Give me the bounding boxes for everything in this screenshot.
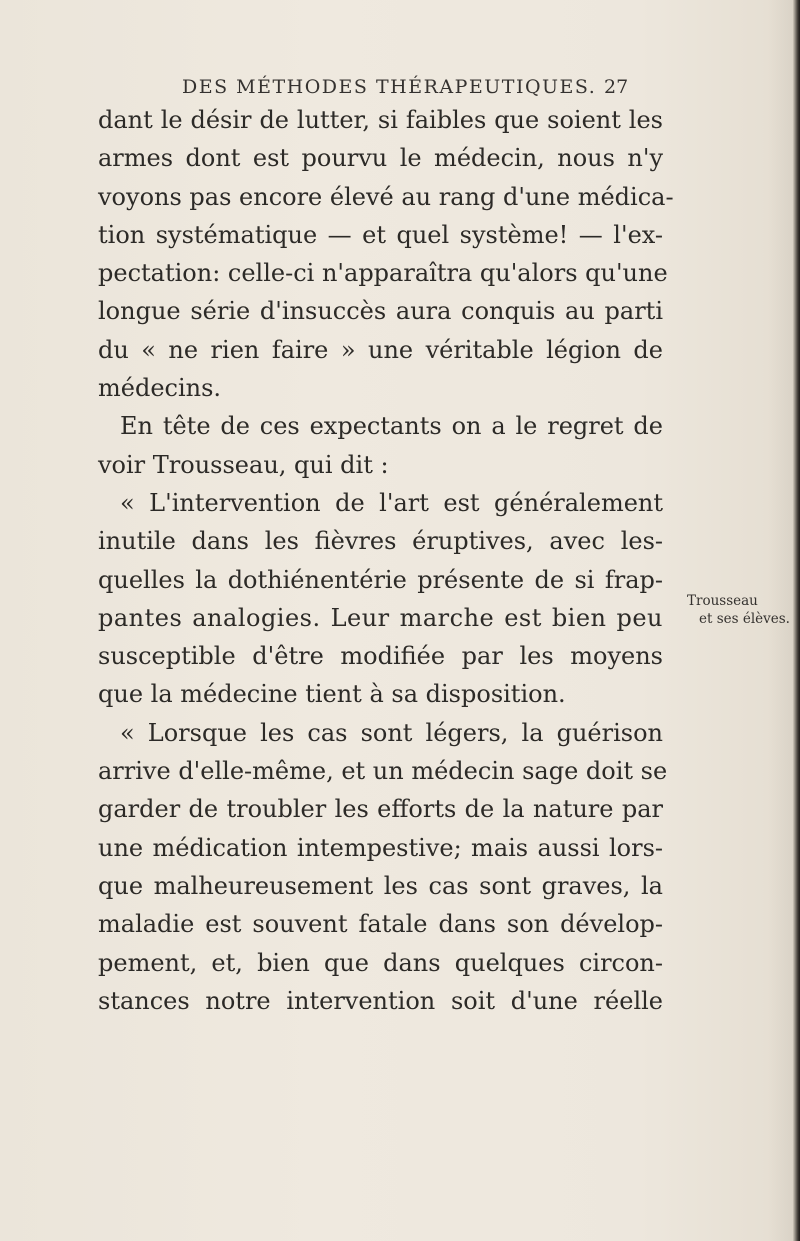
paragraph-start: En tête de ces expectants on a le regret de: [120, 412, 663, 441]
text-line: susceptible d'être modifiée par les moyens: [98, 642, 663, 671]
margin-note-line: Trousseau: [687, 593, 758, 609]
body-text: [98, 101, 674, 1020]
text-line: arrive d'elle-même, et un médecin sage doit se: [98, 757, 668, 786]
page-number: 27: [604, 76, 629, 98]
text-line: voir Trousseau, qui dit :: [98, 450, 389, 479]
text-line: du « ne rien faire » une véritable légion de: [98, 335, 663, 364]
text-line: que la médecine tient à sa disposition.: [98, 680, 566, 709]
running-title: DES MÉTHODES THÉRAPEUTIQUES.: [182, 76, 597, 98]
text-line: garder de troubler les efforts de la nature par: [98, 795, 663, 824]
text-line: que malheureusement les cas sont graves, la: [98, 871, 663, 900]
text-line: une médication intempestive; mais aussi lors-: [98, 833, 663, 862]
text-line: quelles la dothiénentérie présente de si frap-: [98, 565, 663, 594]
text-line: maladie est souvent fatale dans son dévelop-: [98, 910, 663, 939]
page-edge-shadow: [793, 0, 800, 1241]
paragraph-start: « L'intervention de l'art est généralement: [120, 488, 663, 517]
text-line: dant le désir de lutter, si faibles que soient les: [98, 106, 663, 134]
margin-note-line: et ses élèves.: [699, 611, 790, 627]
text-line: tion systématique — et quel système! — l'ex-: [98, 220, 663, 249]
text-line: médecins.: [98, 374, 222, 403]
text-line: pectation: celle-ci n'apparaîtra qu'alors qu'une: [98, 259, 668, 288]
text-line: pantes analogies. Leur marche est bien peu: [98, 603, 663, 632]
text-line: inutile dans les fièvres éruptives, avec les-: [98, 527, 663, 556]
text-line: stances notre intervention soit d'une réelle: [98, 986, 663, 1015]
text-line: armes dont est pourvu le médecin, nous n'y: [98, 144, 663, 173]
text-line: pement, et, bien que dans quelques circon-: [98, 948, 663, 977]
margin-note: [687, 592, 792, 628]
text-line: voyons pas encore élevé au rang d'une médica-: [98, 182, 674, 211]
text-line: longue série d'insuccès aura conquis au parti: [98, 297, 663, 326]
paragraph-start: « Lorsque les cas sont légers, la guérison: [120, 718, 663, 747]
